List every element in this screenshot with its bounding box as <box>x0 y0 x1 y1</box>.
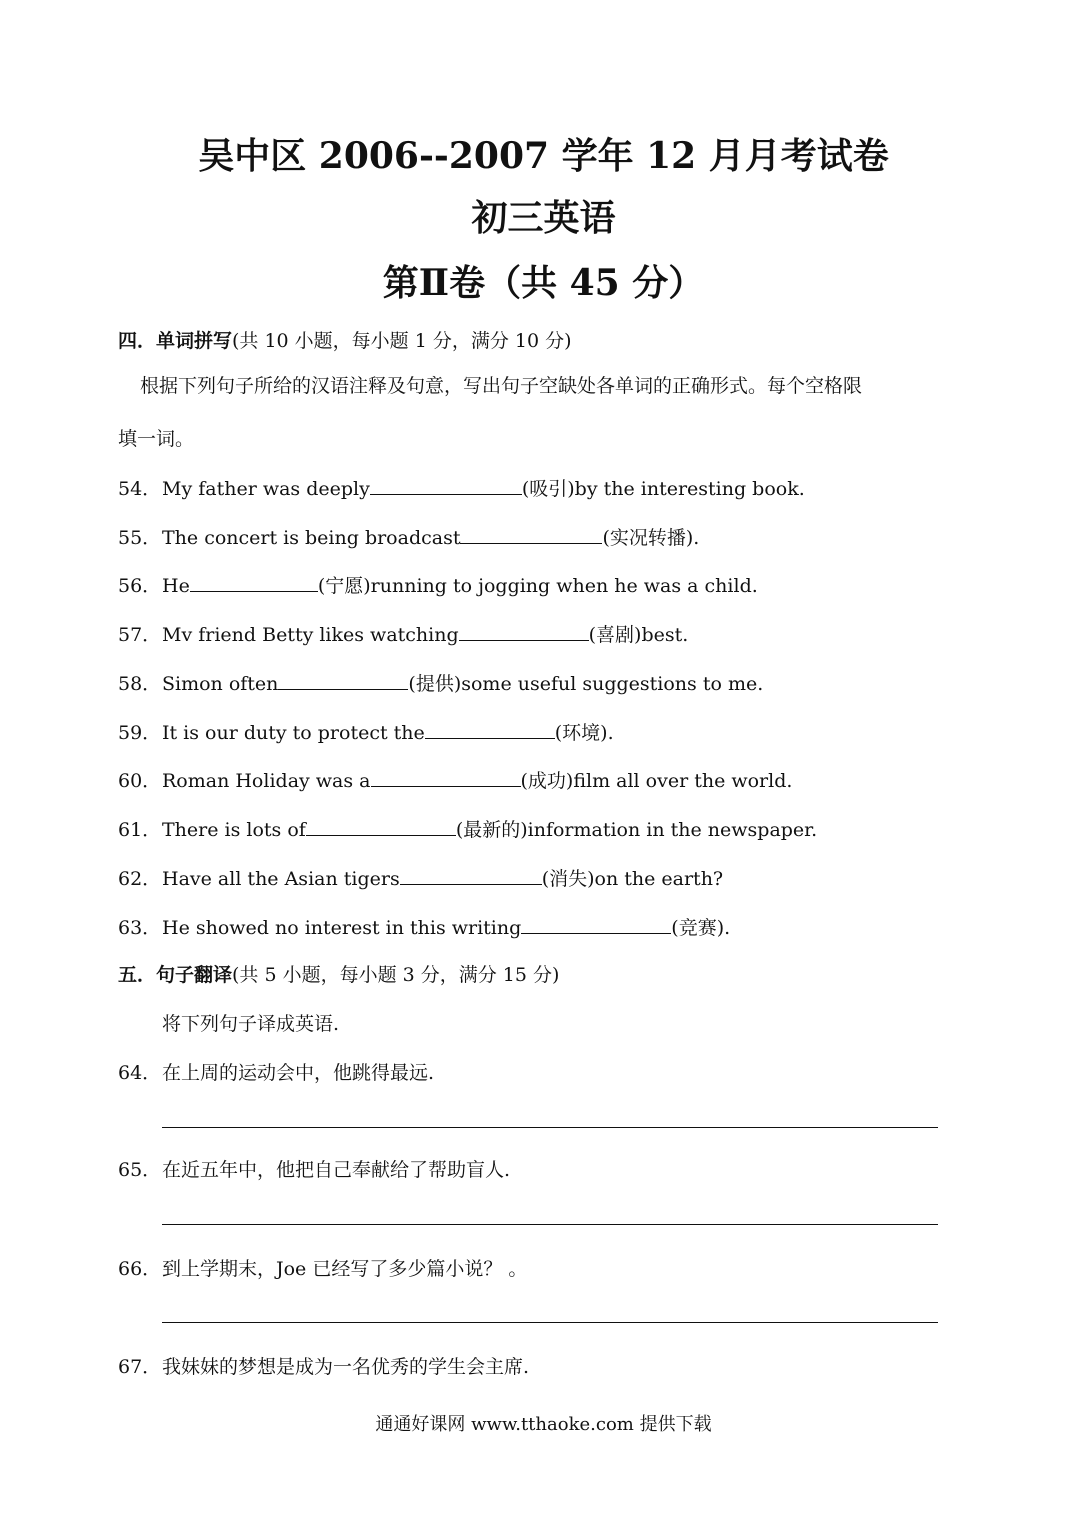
answer-blank[interactable] <box>371 768 521 787</box>
question-67: 67．我妹妹的梦想是成为一名优秀的学生会主席. <box>118 1356 530 1378</box>
question-56: 56．He (宁愿)running to jogging when he was a child. <box>118 575 758 597</box>
section5-instruction: 将下列句子译成英语. <box>162 1013 340 1035</box>
question-59: 59．It is our duty to protect the (环境). <box>118 722 614 744</box>
answer-line-65[interactable] <box>162 1224 938 1225</box>
answer-line-64[interactable] <box>162 1127 938 1128</box>
question-66: 66．到上学期末，Joe 已经写了多少篇小说？ 。 <box>118 1258 528 1280</box>
page-footer: 通通好课网 www.tthaoke.com 提供下载 <box>375 1414 712 1435</box>
question-60: 60．Roman Holiday was a (成功)film all over the world. <box>118 770 793 792</box>
section5-heading <box>118 960 559 987</box>
section5-label: 五．句子翻译 <box>118 964 233 986</box>
answer-blank[interactable] <box>460 525 602 544</box>
answer-blank[interactable] <box>400 866 542 885</box>
answer-blank[interactable] <box>370 476 522 495</box>
section4-label: 四．单词拼写 <box>118 330 233 352</box>
question-63: 63．He showed no interest in this writing (竞赛). <box>118 917 731 939</box>
question-62: 62．Have all the Asian tigers (消失)on the earth? <box>118 868 724 890</box>
question-65: 65．在近五年中，他把自己奉献给了帮助盲人. <box>118 1159 511 1181</box>
answer-line-66[interactable] <box>162 1322 938 1323</box>
answer-blank[interactable] <box>278 671 408 690</box>
answer-blank[interactable] <box>459 622 589 641</box>
section4-instruction-2: 填一词。 <box>118 428 195 450</box>
answer-blank[interactable] <box>306 817 456 836</box>
answer-blank[interactable] <box>190 573 318 592</box>
exam-subject: 初三英语 <box>471 197 616 239</box>
section4-heading <box>118 326 572 353</box>
question-54: 54．My father was deeply (吸引)by the interesting book. <box>118 478 805 500</box>
section4-instruction-1: 根据下列句子所给的汉语注释及句意，写出句子空缺处各单词的正确形式。每个空格限 <box>140 375 863 397</box>
question-57: 57．Mv friend Betty likes watching (喜剧)best. <box>118 624 689 646</box>
exam-title: 吴中区 2006--2007 学年 12 月月考试卷 <box>198 135 889 177</box>
question-61: 61．There is lots of (最新的)information in the newspaper. <box>118 819 818 841</box>
question-55: 55．The concert is being broadcast (实况转播). <box>118 527 700 549</box>
answer-blank[interactable] <box>425 720 555 739</box>
section4-note: (共 10 小题，每小题 1 分，满分 10 分) <box>232 330 572 352</box>
question-64: 64．在上周的运动会中，他跳得最远. <box>118 1062 435 1084</box>
exam-part: 第Ⅱ卷（共 45 分） <box>382 262 705 304</box>
section5-note: (共 5 小题，每小题 3 分，满分 15 分) <box>232 964 560 986</box>
question-58: 58．Simon often (提供)some useful suggestions to me. <box>118 673 764 695</box>
answer-blank[interactable] <box>521 915 671 934</box>
